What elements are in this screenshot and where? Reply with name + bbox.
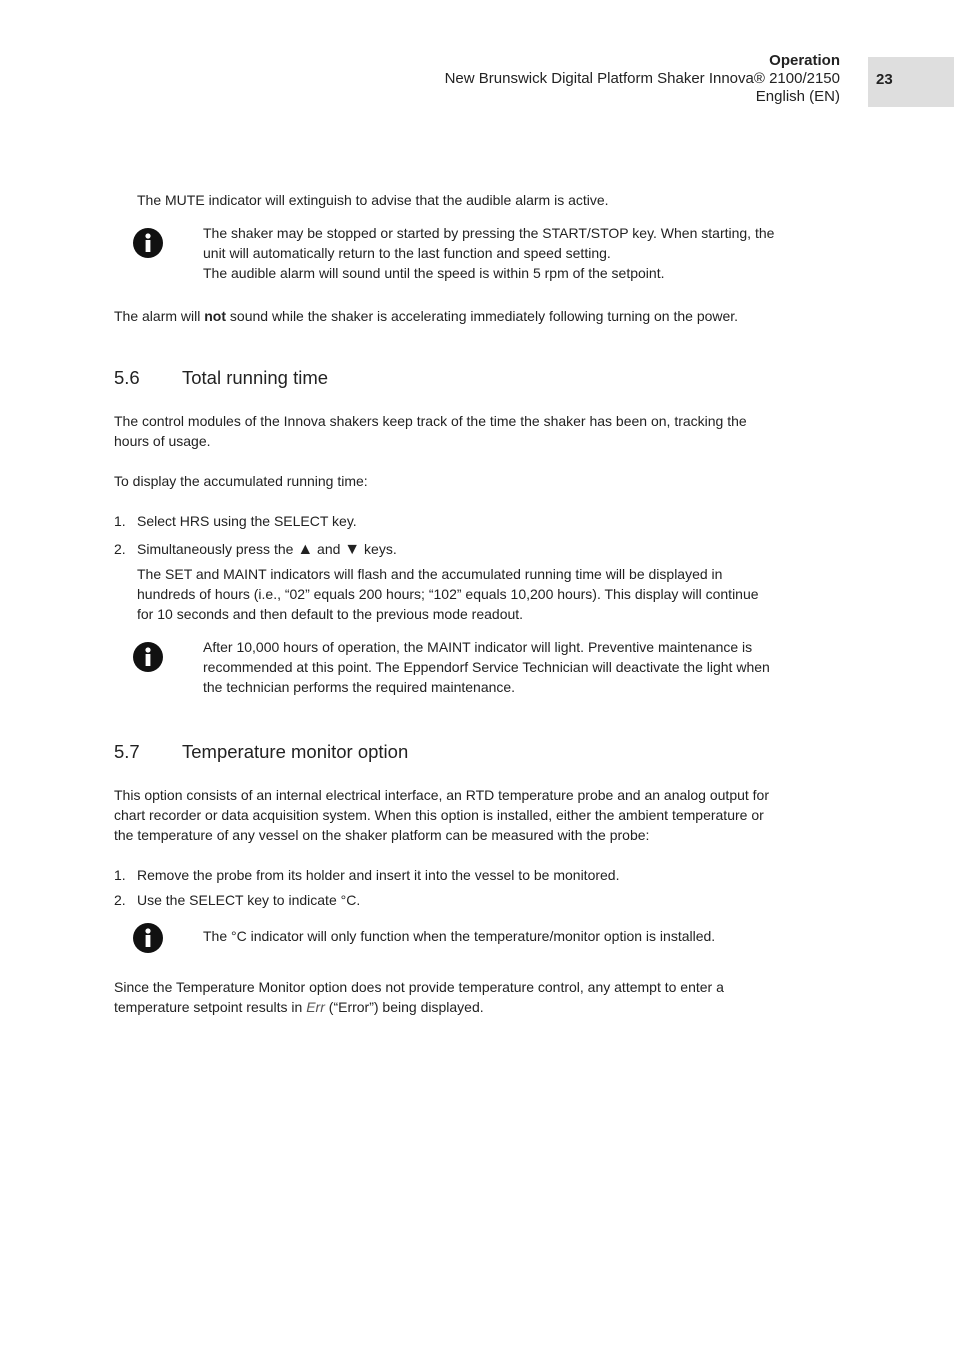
- note-temperature: The °C indicator will only function when the temperature/monitor option is installed.: [203, 928, 716, 944]
- down-arrow-icon: ▼: [344, 541, 361, 558]
- note-start-stop: [203, 223, 774, 283]
- list-number: 1.: [114, 867, 126, 883]
- header-product: New Brunswick Digital Platform Shaker Innova® 2100/2150: [444, 70, 840, 87]
- section-5-6-para1: [114, 411, 747, 451]
- up-arrow-icon: ▲: [297, 541, 314, 558]
- page-header: [445, 52, 840, 106]
- list-item: [114, 511, 357, 531]
- section-5-6-para2: To display the accumulated running time:: [114, 473, 368, 489]
- header-language: English (EN): [755, 88, 840, 105]
- section-number: 5.7: [114, 741, 140, 762]
- section-5-6-heading: [114, 367, 328, 389]
- err-readout: Err: [306, 999, 325, 1015]
- list-item: [114, 890, 361, 910]
- info-icon: [133, 228, 163, 258]
- page-number: 23: [868, 57, 954, 107]
- note-line: recommended at this point. The Eppendorf Service Technician will deactivate the light when: [203, 659, 770, 675]
- section-title: Total running time: [182, 367, 329, 388]
- para-line: the temperature of any vessel on the shaker platform can be measured with the probe:: [114, 827, 650, 843]
- list-text: and: [313, 541, 345, 557]
- info-icon: [133, 642, 163, 672]
- list-text: Remove the probe from its holder and insert it into the vessel to be monitored.: [137, 867, 620, 883]
- alarm-text-bold: not: [204, 308, 227, 324]
- section-5-7-closing: [114, 977, 724, 1017]
- list-item: [114, 539, 397, 560]
- list-number: 2.: [114, 541, 126, 557]
- list-text: Use the SELECT key to indicate °C.: [137, 892, 361, 908]
- list-number: 2.: [114, 892, 126, 908]
- section-number: 5.6: [114, 367, 140, 388]
- note-line: The shaker may be stopped or started by pressing the START/STOP key. When starting, the: [203, 225, 775, 241]
- para-line: This option consists of an internal electrical interface, an RTD temperature probe and an analog output for: [114, 787, 770, 803]
- para-line: [114, 997, 724, 1017]
- para-line: Since the Temperature Monitor option does not provide temperature control, any attempt to enter a: [114, 979, 724, 995]
- para-line: The SET and MAINT indicators will flash and the accumulated running time will be displayed in: [137, 566, 723, 582]
- list-text: Simultaneously press the: [137, 541, 298, 557]
- note-line: The audible alarm will sound until the speed is within 5 rpm of the setpoint.: [203, 265, 665, 281]
- para-line: hours of usage.: [114, 433, 211, 449]
- para-line: for 10 seconds and then default to the previous mode readout.: [137, 606, 524, 622]
- section-title: Temperature monitor option: [182, 741, 409, 762]
- para-line: hundreds of hours (i.e., “02” equals 200 hours; “102” equals 10,200 hours). This display will continue: [137, 586, 759, 602]
- alarm-text-post: sound while the shaker is accelerating immediately following turning on the power.: [226, 308, 739, 324]
- alarm-text: [114, 306, 738, 326]
- note-maintenance: [203, 637, 770, 697]
- alarm-text-pre: The alarm will: [114, 308, 205, 324]
- list-number: 1.: [114, 513, 126, 529]
- header-section: Operation: [769, 52, 840, 69]
- list-text: keys.: [360, 541, 397, 557]
- para-line: chart recorder or data acquisition system. When this option is installed, either the ambient temperature or: [114, 807, 764, 823]
- note-line: unit will automatically return to the last function and speed setting.: [203, 245, 611, 261]
- closing-text-pre: temperature setpoint results in: [114, 999, 307, 1015]
- list-item: [114, 865, 620, 885]
- note-line: the technician performs the required maintenance.: [203, 679, 516, 695]
- para-line: The control modules of the Innova shakers keep track of the time the shaker has been on, tracking the: [114, 413, 747, 429]
- section-5-7-para1: [114, 785, 769, 845]
- step2-result: [137, 564, 759, 624]
- section-5-7-heading: [114, 741, 408, 763]
- note-line: After 10,000 hours of operation, the MAINT indicator will light. Preventive maintenance is: [203, 639, 753, 655]
- closing-text-post: (“Error”) being displayed.: [324, 999, 484, 1015]
- list-text: Select HRS using the SELECT key.: [137, 513, 357, 529]
- info-icon: [133, 923, 163, 953]
- mute-text: The MUTE indicator will extinguish to advise that the audible alarm is active.: [137, 192, 609, 208]
